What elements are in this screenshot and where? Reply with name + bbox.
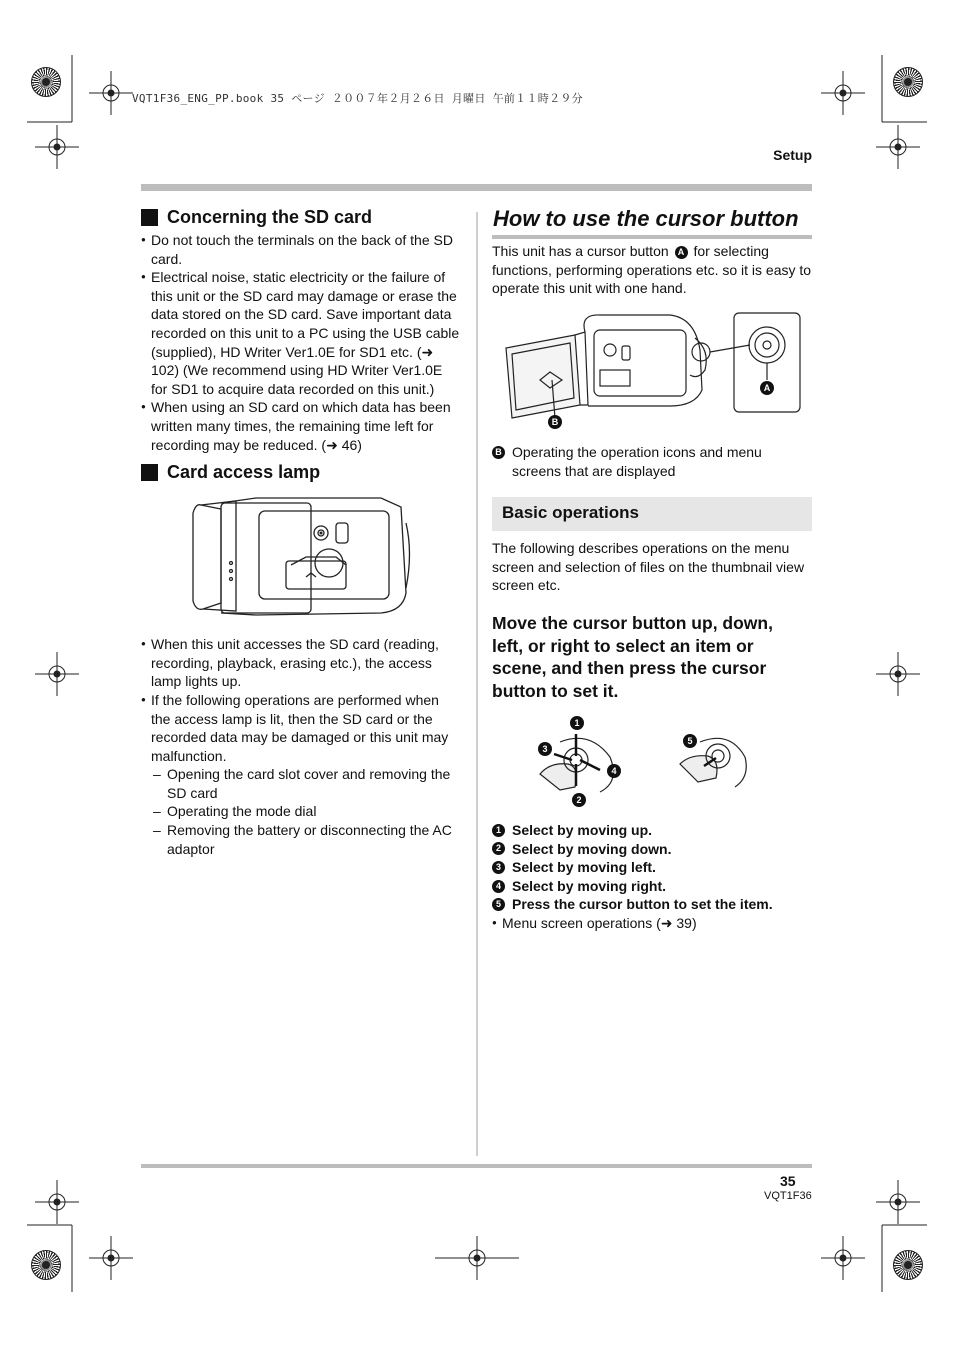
list-item: ● Electrical noise, static electricity or the failure of this unit or the SD card may damage or erase the data stored on the SD card. Save important data recorded on this unit to a PC using the USB cable (supplied), HD Writer Ver1.0E for SD1 etc. (➜ 102) (We recommend using HD Writer Ver1.0E for SD1 to acquire data recorded on this unit.): [141, 268, 461, 398]
marker-a-icon: A: [675, 246, 688, 259]
marker-a-label: A: [763, 383, 771, 393]
step-number-icon: 5: [492, 898, 505, 911]
intro-text-a: This unit has a cursor button: [492, 243, 669, 259]
list-item: – Operating the mode dial: [141, 802, 461, 821]
card-lamp-heading-text: Card access lamp: [167, 462, 321, 483]
step-text: Press the cursor button to set the item.: [512, 896, 773, 913]
b-note: [492, 443, 812, 480]
page-number: 35: [780, 1173, 796, 1189]
list-item: [492, 840, 812, 859]
marker-b-label: B: [551, 417, 559, 427]
list-item: [492, 877, 812, 896]
step-text: Select by moving down.: [512, 840, 672, 857]
list-item: ● If the following operations are performed when the access lamp is lit, then the SD card or the recorded data may be damaged or this unit may malfunction.: [141, 691, 461, 765]
document-code: VQT1F36: [764, 1190, 812, 1202]
cursor-operation-illustration: [530, 712, 790, 812]
list-item: – Opening the card slot cover and removing the SD card: [141, 765, 461, 802]
step-5-marker: 5: [687, 736, 693, 746]
step-1-marker: 1: [574, 718, 580, 728]
sd-card-heading: [141, 207, 461, 228]
list-item: [492, 821, 812, 840]
section-label: Setup: [773, 147, 812, 163]
print-file-info: VQT1F36_ENG_PP.book 35 ページ ２００７年２月２６日 月曜日 午前１１時２９分: [132, 92, 583, 105]
list-item: [492, 858, 812, 877]
step-4-marker: 4: [611, 766, 617, 776]
heading-square-icon: [141, 209, 158, 226]
intro-text-b: for selecting functions, performing operations etc. so it is easy to operate this unit with one hand.: [492, 243, 812, 297]
heading-square-icon: [141, 464, 158, 481]
steps-list: [492, 821, 812, 933]
left-column: [141, 207, 461, 858]
step-number-icon: 3: [492, 861, 505, 874]
list-item: – Removing the battery or disconnecting the AC adaptor: [141, 821, 461, 858]
basic-operations-text: The following describes operations on the menu screen and selection of files on the thumbnail view screen etc.: [492, 540, 805, 594]
step-3-marker: 3: [542, 744, 548, 754]
list-item: ● When using an SD card on which data has been written many times, the remaining time left for recording may be reduced. (➜ 46): [141, 398, 461, 454]
basic-operations-heading: [492, 497, 812, 531]
b-note-text: Operating the operation icons and menu screens that are displayed: [512, 444, 762, 479]
camera-cursor-illustration: [500, 310, 810, 430]
step-number-icon: 1: [492, 824, 505, 837]
camera-side-illustration: [141, 493, 461, 623]
step-text: Select by moving left.: [512, 859, 656, 876]
title-underline: [492, 235, 812, 239]
list-item: [492, 895, 812, 914]
list-item: ● Do not touch the terminals on the back of the SD card.: [141, 231, 461, 268]
step-text: Select by moving right.: [512, 877, 667, 894]
step-number-icon: 4: [492, 880, 505, 893]
page-title: How to use the cursor button: [493, 206, 799, 231]
list-item: ● When this unit accesses the SD card (reading, recording, playback, erasing etc.), the access lamp lights up.: [141, 635, 461, 691]
basic-operations-heading-text: Basic operations: [502, 503, 639, 522]
top-rule: [141, 184, 812, 191]
intro-paragraph: [492, 242, 812, 298]
instruction-text: Move the cursor button up, down, left, or right to select an item or scene, and then press the cursor button to set it.: [492, 613, 773, 701]
step-2-marker: 2: [576, 795, 582, 805]
card-lamp-bullets: [141, 635, 461, 858]
marker-b-icon: B: [492, 446, 505, 459]
bottom-rule: [141, 1164, 812, 1168]
menu-reference: ● Menu screen operations (➜ 39): [492, 914, 812, 933]
sd-card-bullets: [141, 231, 461, 454]
card-lamp-heading: [141, 462, 461, 483]
step-text: Select by moving up.: [512, 822, 653, 838]
step-number-icon: 2: [492, 842, 505, 855]
column-divider: [476, 212, 478, 1156]
sd-card-heading-text: Concerning the SD card: [167, 207, 373, 227]
